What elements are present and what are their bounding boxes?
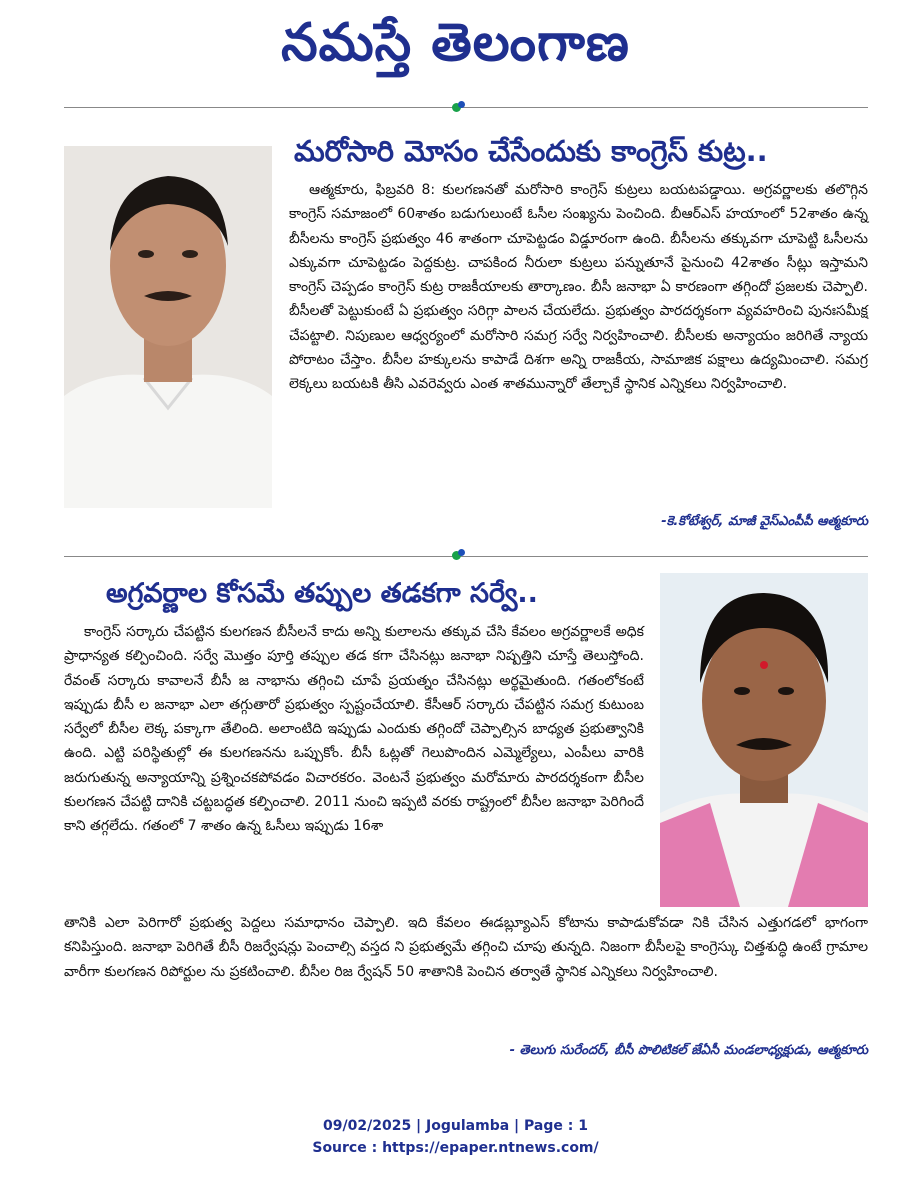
- divider: [64, 556, 868, 557]
- article2-body-top: కాంగ్రెస్ సర్కారు చేపట్టిన కులగణన బీసీలనే కాదు అన్ని కులాలను తక్కువ చేసి కేవలం అగ్రవర్ణాలకే అధిక ప్రాధాన్యత కల్పించింది. సర్వే మొత్తం పూర్తి తప్పుల తడ కగా చేసినట్లు జనాభా నిష్పత్తిని చూస్తే తెలుస్తోంది. రేవంత్ సర్కారు కావాలనే బీసీ జ నాభాను తగ్గించి చూపే ప్రయత్నం చేసినట్లు అర్థమైతుంది. గతంలోకంటే ఇప్పుడు బీసీ ల జనాభా ఎలా తగ్గుతారో ప్రభుత్వం స్పష్టంచేయాలి. కేసీఆర్ సర్కారు చేపట్టిన సమగ్ర కుటుంబ సర్వేలో బీసీల లెక్క పక్కాగా తేలింది. అలాంటిది ఇప్పుడు ఎందుకు తగ్గిందో చెప్పాల్సిన బాధ్యత ప్రభుత్వానికి ఉంది. ఎట్టి పరిస్థితుల్లో ఈ కులగణనను ఒప్పుకోం. బీసీ ఓట్లతో గెలుపొందిన ఎమ్మెల్యేలు, ఎంపీలు వారికి జరుగుతున్న అన్యాయాన్ని ప్రశ్నించకపోవడం విచారకరం. వెంటనే ప్రభుత్వం మరోమారు పారదర్శకంగా బీసీల కులగణన చేపట్టి దానికి చట్టబద్ధత కల్పించాలి. 2011 నుంచి ఇప్పటి వరకు రాష్ట్రంలో బీసీల జనాభా పెరిగిందే కాని తగ్గలేదు. గతంలో 7 శాతం ఉన్న ఓసీలు ఇప్పుడు 16శా: [64, 624, 644, 835]
- article1-byline: -కె.కోటేశ్వర్, మాజీ వైస్ఎంపీపీ ఆత్మకూరు: [661, 514, 868, 529]
- divider: [64, 107, 868, 108]
- article1-portrait: [64, 146, 272, 508]
- article2-headline: అగ్రవర్ణాల కోసమే తప్పుల తడకగా సర్వే..: [106, 578, 538, 609]
- section-marker-icon: [452, 549, 466, 559]
- footer-date-edition: 09/02/2025 | Jogulamba | Page : 1: [323, 1118, 588, 1134]
- section-marker-icon: [452, 101, 466, 111]
- masthead-logo: నమస్తే తెలంగాణ: [281, 13, 630, 73]
- footer-source: Source : https://epaper.ntnews.com/: [312, 1140, 599, 1156]
- article1-headline: మరోసారి మోసం చేసేందుకు కాంగ్రెస్ కుట్ర..: [294, 134, 768, 168]
- article2-byline: - తెలుగు సురేందర్, బీసీ పొలిటికల్ జేఏసీ మండలాధ్యక్షుడు, ఆత్మకూరు: [509, 1043, 868, 1058]
- article2-body-bottom: తానికి ఎలా పెరిగారో ప్రభుత్వ పెద్దలు సమాధానం చెప్పాలి. ఇది కేవలం ఈడబ్ల్యూఎస్ కోటాను కాపాడుకోవడా నికి చేసిన ఎత్తుగడలో భాగంగా కనిపిస్తుంది. జనాభా పెరిగితే బీసీ రిజర్వేషన్లు పెంచాల్సి వస్తద ని ప్రభుత్వమే తగ్గించి చూపు తున్నది. నిజంగా బీసీలపై కాంగ్రెస్కు చిత్తశుద్ధి ఉంటే గ్రామాల వారీగా కులగణన రిపోర్టుల ను ప్రకటించాలి. బీసీల రిజ ర్వేషన్ 50 శాతానికి పెంచిన తర్వాతే స్థానిక ఎన్నికలు నిర్వహించాలి.: [64, 915, 868, 980]
- article2-portrait: [660, 573, 868, 907]
- article1-body: ఆత్మకూరు, ఫిబ్రవరి 8: కులగణనతో మరోసారి కాంగ్రెస్ కుట్రలు బయటపడ్డాయి. అగ్రవర్ణాలకు తలొగ్గిన కాంగ్రెస్ సమాజంలో 60శాతం బడుగులుంటే ఓసీల సంఖ్యను పెంచింది. బీఆర్ఎస్ హయాంలో 52శాతం ఉన్న బీసీలను కాంగ్రెస్ ప్రభుత్వం 46 శాతంగా చూపెట్టడం విడ్డూరంగా ఉంది. బీసీలను తక్కువగా చూపెట్టి ఓసీలను ఎక్కువగా చూపెట్టడం పెద్దకుట్ర. చాపకింద నీరులా కుట్రలు పన్నుతూనే పైనుంచి 42శాతం సీట్లు ఇస్తామని కాంగ్రెస్ చెప్పడం కాంగ్రెస్ కుట్ర రాజకీయాలకు తార్కాణం. బీసీ జనాభా ఏ కారణంగా తగ్గిందో ప్రజలకు చెప్పాలి. బీసీలతో పెట్టుకుంటే ఏ ప్రభుత్వం సరిగ్గా పాలన చేయలేదు. ప్రభుత్వం పారదర్శకంగా వ్యవహరించి పునఃసమీక్ష చేపట్టాలి. నిపుణుల ఆధ్వర్యంలో మరోసారి సమగ్ర సర్వే నిర్వహించాలి. బీసీలకు అన్యాయం జరిగితే న్యాయ పోరాటం చేస్తాం. బీసీల హక్కులను కాపాడే దిశగా అన్ని రాజకీయ, సామాజిక పక్షాలు ఉద్యమించాలి. సమగ్ర లెక్కలు బయటకి తీసి ఎవరెవ్వరు ఎంత శాతమున్నారో తేల్చాకే స్థానిక ఎన్నికలు నిర్వహించాలి.: [289, 182, 868, 393]
